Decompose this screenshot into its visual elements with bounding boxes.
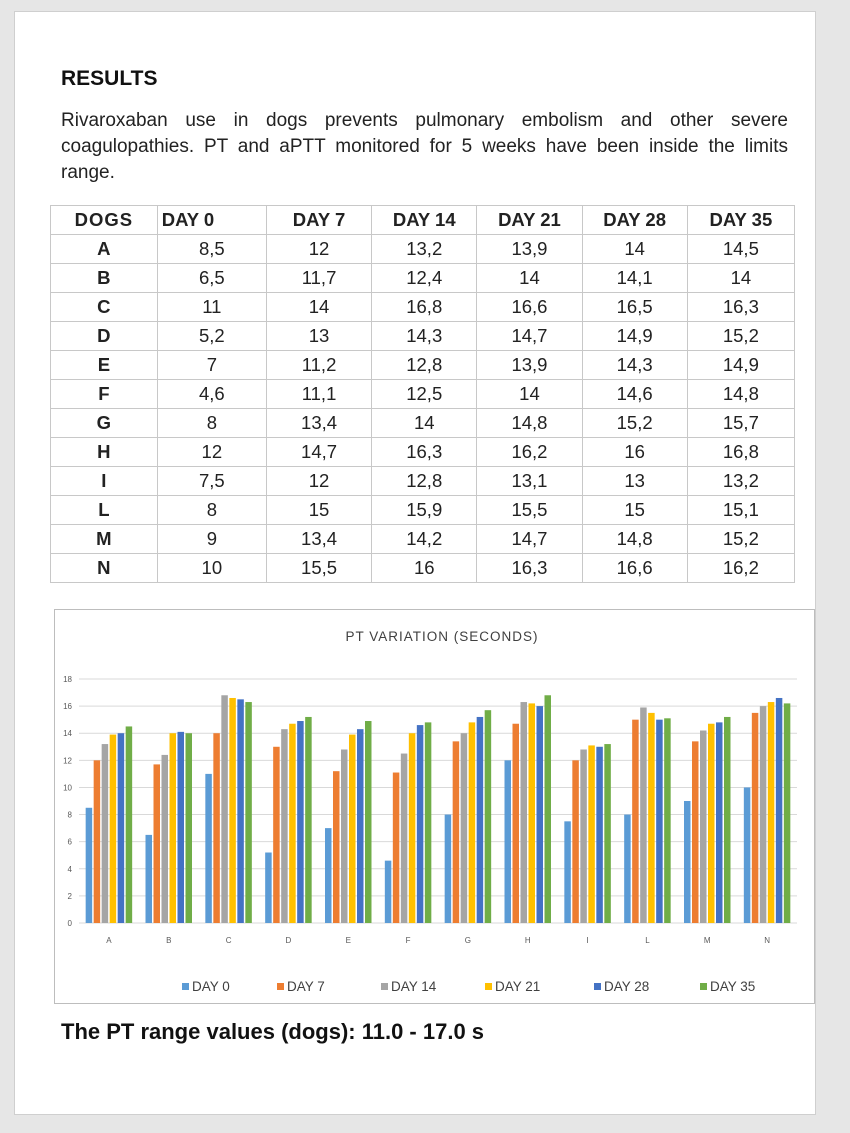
pt-value-cell: 14,3 <box>582 351 687 380</box>
dog-id-cell: N <box>51 554 158 583</box>
pt-value-cell: 16,2 <box>477 438 582 467</box>
bar-l-day-0 <box>624 815 631 923</box>
bar-d-day-0 <box>265 853 272 923</box>
pt-value-cell: 16,3 <box>687 293 794 322</box>
bar-m-day-35 <box>724 717 731 923</box>
bar-i-day-0 <box>564 821 571 923</box>
bar-e-day-28 <box>357 729 364 923</box>
pt-value-cell: 11,2 <box>266 351 371 380</box>
bar-i-day-28 <box>596 747 603 923</box>
pt-value-cell: 13,1 <box>477 467 582 496</box>
x-tick-label: L <box>645 936 650 945</box>
bar-l-day-14 <box>640 707 647 923</box>
pt-value-cell: 12 <box>266 235 371 264</box>
pt-value-cell: 15,9 <box>372 496 477 525</box>
chart-svg <box>55 610 814 1003</box>
bar-a-day-35 <box>126 726 132 923</box>
table-row <box>51 554 795 583</box>
pt-value-cell: 16,8 <box>372 293 477 322</box>
legend-swatch <box>277 983 284 990</box>
bar-b-day-0 <box>146 835 153 923</box>
pt-value-cell: 15,2 <box>582 409 687 438</box>
pt-value-cell: 12,8 <box>372 467 477 496</box>
pt-value-cell: 14,8 <box>687 380 794 409</box>
bar-n-day-35 <box>784 703 791 923</box>
y-tick-label: 6 <box>67 837 72 847</box>
pt-value-cell: 9 <box>157 525 266 554</box>
pt-results-table <box>50 205 795 583</box>
pt-value-cell: 13,4 <box>266 409 371 438</box>
pt-value-cell: 12,5 <box>372 380 477 409</box>
bar-i-day-14 <box>580 749 587 923</box>
pt-value-cell: 16,5 <box>582 293 687 322</box>
table-row <box>51 496 795 525</box>
dog-id-cell: H <box>51 438 158 467</box>
y-tick-label: 8 <box>67 810 72 820</box>
bar-n-day-21 <box>768 702 775 923</box>
pt-value-cell: 7 <box>157 351 266 380</box>
bar-m-day-7 <box>692 741 699 923</box>
legend-swatch <box>182 983 189 990</box>
pt-range-note: The PT range values (dogs): 11.0 - 17.0 s <box>61 1019 485 1044</box>
bar-m-day-21 <box>708 724 715 923</box>
pt-value-cell: 15 <box>582 496 687 525</box>
bar-g-day-0 <box>445 815 452 923</box>
pt-value-cell: 14,9 <box>687 351 794 380</box>
col-header-day-21: DAY 21 <box>477 206 582 235</box>
pt-value-cell: 14,8 <box>477 409 582 438</box>
bar-c-day-7 <box>213 733 220 923</box>
pt-value-cell: 16,3 <box>477 554 582 583</box>
pt-value-cell: 15,1 <box>687 496 794 525</box>
pt-value-cell: 14 <box>477 380 582 409</box>
bar-c-day-28 <box>237 699 244 923</box>
dog-id-cell: A <box>51 235 158 264</box>
pt-value-cell: 16,8 <box>687 438 794 467</box>
pt-value-cell: 6,5 <box>157 264 266 293</box>
y-tick-label: 4 <box>67 864 72 874</box>
pt-value-cell: 14 <box>477 264 582 293</box>
bar-b-day-14 <box>162 755 169 923</box>
bar-g-day-7 <box>453 741 460 923</box>
bar-e-day-0 <box>325 828 332 923</box>
col-header-day-35: DAY 35 <box>687 206 794 235</box>
x-tick-label: H <box>524 936 531 945</box>
pt-value-cell: 12,8 <box>372 351 477 380</box>
pt-value-cell: 15 <box>266 496 371 525</box>
table-header-row <box>51 206 795 235</box>
pt-value-cell: 12 <box>157 438 266 467</box>
pt-value-cell: 15,5 <box>477 496 582 525</box>
bar-l-day-28 <box>656 720 663 923</box>
bar-c-day-0 <box>205 774 212 923</box>
pt-value-cell: 4,6 <box>157 380 266 409</box>
pt-value-cell: 8 <box>157 409 266 438</box>
dog-id-cell: I <box>51 467 158 496</box>
pt-value-cell: 12,4 <box>372 264 477 293</box>
bar-f-day-14 <box>401 754 408 923</box>
y-tick-label: 10 <box>63 783 72 793</box>
bar-g-day-35 <box>485 710 492 923</box>
pt-value-cell: 14,2 <box>372 525 477 554</box>
bar-h-day-7 <box>513 724 520 923</box>
col-header-day-14: DAY 14 <box>372 206 477 235</box>
bar-d-day-7 <box>273 747 280 923</box>
bar-i-day-7 <box>572 760 579 923</box>
bar-g-day-28 <box>477 717 484 923</box>
pt-value-cell: 14,3 <box>372 322 477 351</box>
legend-label: DAY 35 <box>710 979 756 994</box>
bar-e-day-21 <box>349 735 356 923</box>
bar-b-day-35 <box>186 733 193 923</box>
bar-d-day-14 <box>281 729 288 923</box>
pt-value-cell: 16 <box>582 438 687 467</box>
x-tick-label: E <box>345 936 351 945</box>
bar-a-day-14 <box>102 744 109 923</box>
y-tick-label: 18 <box>63 675 72 684</box>
table-row <box>51 409 795 438</box>
col-header-day-28: DAY 28 <box>582 206 687 235</box>
pt-value-cell: 14 <box>687 264 794 293</box>
pt-value-cell: 13 <box>582 467 687 496</box>
dog-id-cell: F <box>51 380 158 409</box>
dog-id-cell: D <box>51 322 158 351</box>
legend-swatch <box>485 983 492 990</box>
pt-value-cell: 14,9 <box>582 322 687 351</box>
pt-value-cell: 14,8 <box>582 525 687 554</box>
pt-value-cell: 14,7 <box>477 322 582 351</box>
y-tick-label: 2 <box>67 891 72 901</box>
bar-i-day-35 <box>604 744 611 923</box>
pt-value-cell: 14,5 <box>687 235 794 264</box>
bar-l-day-7 <box>632 720 639 923</box>
dog-id-cell: L <box>51 496 158 525</box>
bar-n-day-7 <box>752 713 759 923</box>
bar-f-day-7 <box>393 773 400 923</box>
col-header-dogs: DOGS <box>51 206 158 235</box>
pt-value-cell: 13,2 <box>372 235 477 264</box>
document-page <box>14 11 816 1115</box>
table-row <box>51 525 795 554</box>
table-row <box>51 438 795 467</box>
table-row <box>51 235 795 264</box>
pt-value-cell: 15,5 <box>266 554 371 583</box>
bar-c-day-21 <box>229 698 236 923</box>
table-row <box>51 293 795 322</box>
bar-a-day-7 <box>94 760 101 923</box>
pt-value-cell: 14,6 <box>582 380 687 409</box>
pt-value-cell: 11,1 <box>266 380 371 409</box>
pt-value-cell: 14 <box>372 409 477 438</box>
bar-d-day-35 <box>305 717 312 923</box>
legend-swatch <box>700 983 707 990</box>
bar-g-day-21 <box>469 722 476 923</box>
bar-n-day-0 <box>744 787 751 923</box>
pt-value-cell: 15,2 <box>687 322 794 351</box>
bar-a-day-0 <box>86 808 93 923</box>
pt-value-cell: 16,6 <box>477 293 582 322</box>
pt-value-cell: 14,7 <box>477 525 582 554</box>
bar-a-day-28 <box>118 733 125 923</box>
table-row <box>51 322 795 351</box>
x-tick-label: C <box>225 936 232 945</box>
bar-f-day-0 <box>385 861 392 923</box>
pt-value-cell: 15,7 <box>687 409 794 438</box>
bar-f-day-28 <box>417 725 424 923</box>
pt-value-cell: 10 <box>157 554 266 583</box>
pt-value-cell: 13,4 <box>266 525 371 554</box>
bar-c-day-14 <box>221 695 228 923</box>
dog-id-cell: M <box>51 525 158 554</box>
pt-value-cell: 7,5 <box>157 467 266 496</box>
pt-value-cell: 14 <box>266 293 371 322</box>
x-tick-label: A <box>106 936 112 945</box>
dog-id-cell: B <box>51 264 158 293</box>
pt-value-cell: 12 <box>266 467 371 496</box>
bar-m-day-0 <box>684 801 691 923</box>
pt-value-cell: 16,2 <box>687 554 794 583</box>
bar-g-day-14 <box>461 733 468 923</box>
table-row <box>51 351 795 380</box>
y-tick-label: 14 <box>63 729 72 739</box>
pt-value-cell: 13,9 <box>477 351 582 380</box>
bar-h-day-14 <box>521 702 528 923</box>
bar-f-day-35 <box>425 722 432 923</box>
pt-value-cell: 16 <box>372 554 477 583</box>
dog-id-cell: G <box>51 409 158 438</box>
pt-value-cell: 15,2 <box>687 525 794 554</box>
bar-e-day-7 <box>333 771 340 923</box>
bar-l-day-35 <box>664 718 671 923</box>
pt-value-cell: 14,7 <box>266 438 371 467</box>
bar-m-day-28 <box>716 722 723 923</box>
intro-paragraph: Rivaroxaban use in dogs prevents pulmonary embolism and other severe coagulopathies. PT and aPTT monitored for 5 weeks have been inside the limits range. <box>61 110 788 183</box>
x-tick-label: F <box>405 936 411 945</box>
x-tick-label: D <box>285 936 292 945</box>
col-header-day-0: DAY 0 <box>157 206 266 235</box>
pt-value-cell: 11,7 <box>266 264 371 293</box>
y-tick-label: 12 <box>63 756 72 766</box>
table-row <box>51 467 795 496</box>
bar-b-day-21 <box>170 733 177 923</box>
x-tick-label: M <box>703 936 711 945</box>
pt-value-cell: 16,3 <box>372 438 477 467</box>
bar-b-day-28 <box>178 732 185 923</box>
bar-a-day-21 <box>110 735 117 923</box>
pt-value-cell: 16,6 <box>582 554 687 583</box>
legend-swatch <box>594 983 601 990</box>
bar-c-day-35 <box>245 702 252 923</box>
bar-d-day-21 <box>289 724 296 923</box>
bar-b-day-7 <box>154 764 161 923</box>
y-tick-label: 16 <box>63 702 72 712</box>
pt-value-cell: 13 <box>266 322 371 351</box>
legend-label: DAY 21 <box>495 979 541 994</box>
bar-h-day-28 <box>537 706 544 923</box>
bar-d-day-28 <box>297 721 304 923</box>
x-tick-label: N <box>764 936 770 945</box>
bar-n-day-14 <box>760 706 767 923</box>
chart-title: PT VARIATION (SECONDS) <box>345 629 539 644</box>
pt-value-cell: 8 <box>157 496 266 525</box>
bar-h-day-35 <box>545 695 552 923</box>
pt-value-cell: 13,9 <box>477 235 582 264</box>
x-tick-label: I <box>586 936 589 945</box>
y-tick-label: 0 <box>67 919 72 928</box>
bar-e-day-14 <box>341 749 348 923</box>
pt-value-cell: 13,2 <box>687 467 794 496</box>
bar-e-day-35 <box>365 721 372 923</box>
table-row <box>51 380 795 409</box>
results-heading: RESULTS <box>61 67 158 90</box>
pt-value-cell: 14,1 <box>582 264 687 293</box>
bar-h-day-21 <box>529 703 536 923</box>
bar-n-day-28 <box>776 698 783 923</box>
x-tick-label: G <box>464 936 472 945</box>
col-header-day-7: DAY 7 <box>266 206 371 235</box>
legend-label: DAY 14 <box>391 979 437 994</box>
bar-f-day-21 <box>409 733 416 923</box>
bar-m-day-14 <box>700 731 707 923</box>
legend-label: DAY 0 <box>192 979 230 994</box>
legend-label: DAY 7 <box>287 979 325 994</box>
legend-swatch <box>381 983 388 990</box>
pt-value-cell: 5,2 <box>157 322 266 351</box>
pt-variation-chart <box>54 609 815 1004</box>
legend-label: DAY 28 <box>604 979 650 994</box>
bar-i-day-21 <box>588 745 595 923</box>
bar-l-day-21 <box>648 713 655 923</box>
dog-id-cell: E <box>51 351 158 380</box>
pt-value-cell: 11 <box>157 293 266 322</box>
pt-value-cell: 8,5 <box>157 235 266 264</box>
bar-h-day-0 <box>505 760 512 923</box>
dog-id-cell: C <box>51 293 158 322</box>
pt-value-cell: 14 <box>582 235 687 264</box>
table-row <box>51 264 795 293</box>
x-tick-label: B <box>166 936 172 945</box>
